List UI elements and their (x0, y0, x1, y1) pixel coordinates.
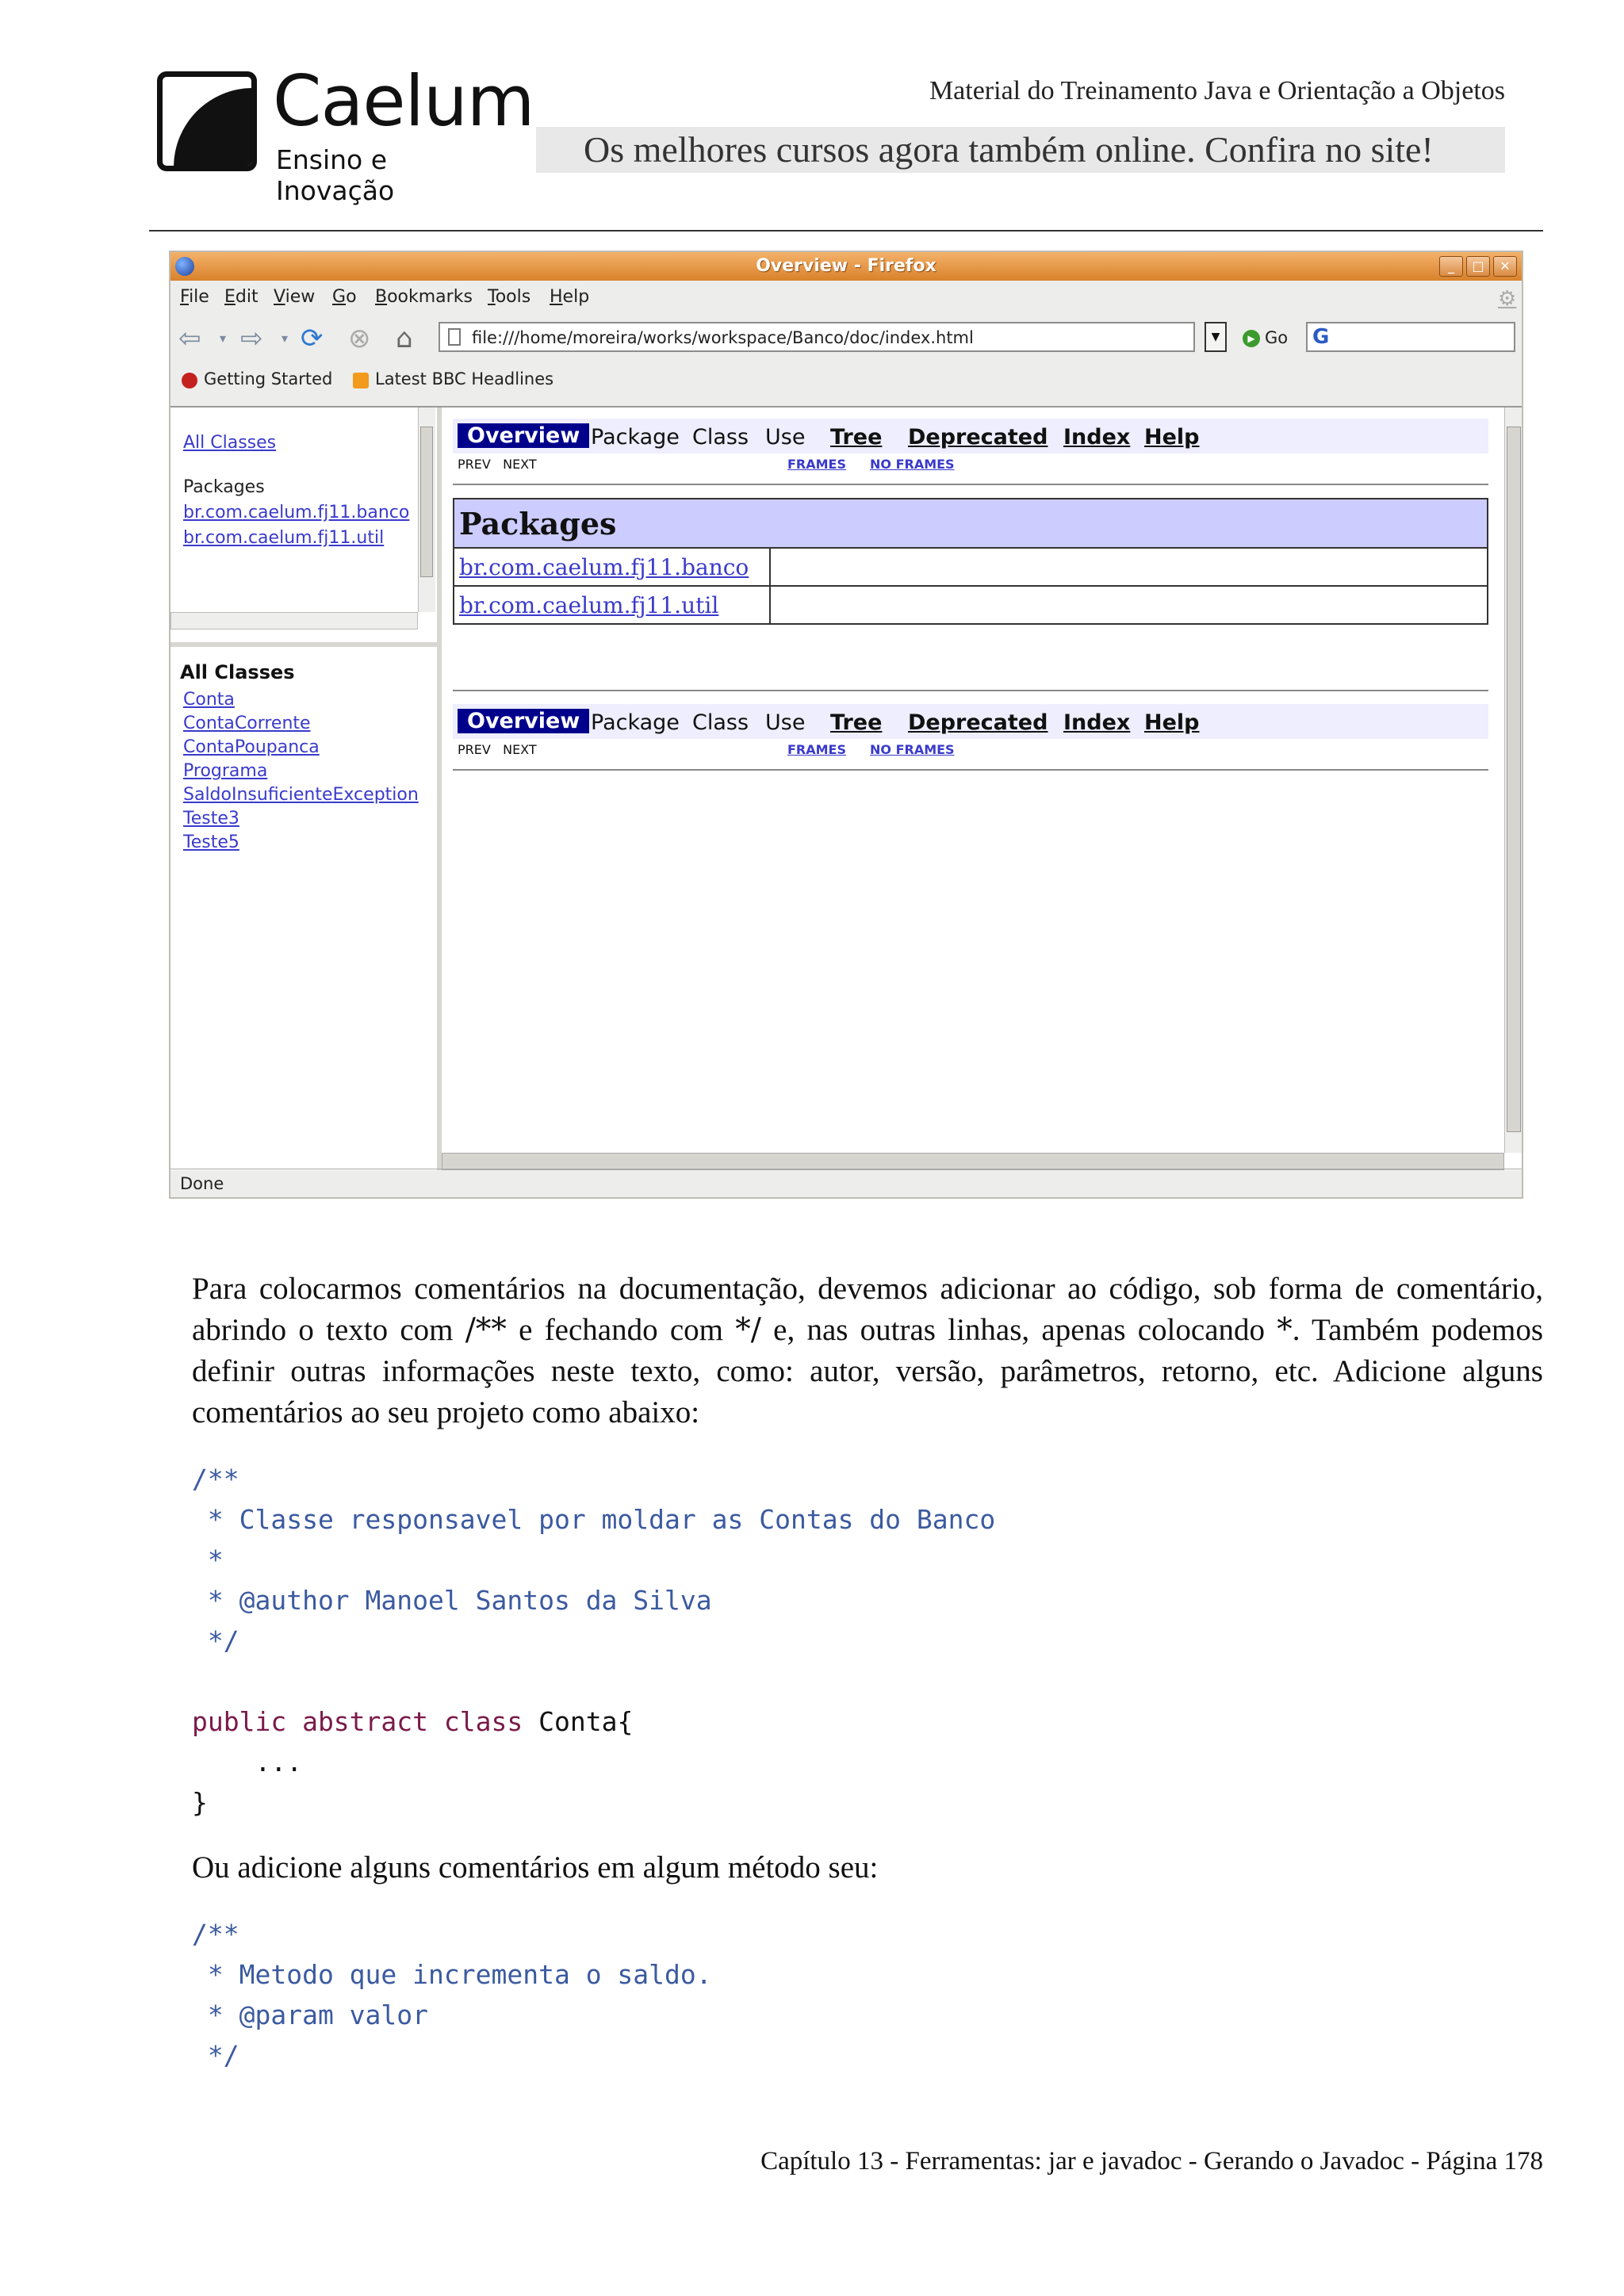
menu-tools[interactable]: Tools (488, 287, 531, 307)
stop-icon[interactable]: ⊗ (348, 323, 371, 354)
package-frame-hscrollbar[interactable] (170, 612, 418, 629)
throbber-icon: ⚙ (1498, 287, 1517, 311)
nav-package: Package (591, 425, 680, 450)
table-row (454, 548, 1488, 586)
frames-link[interactable]: FRAMES (787, 742, 847, 757)
package-link-util[interactable]: br.com.caelum.fj11.util (183, 528, 385, 548)
minimize-icon[interactable]: _ (1439, 256, 1463, 277)
package-list-frame (170, 408, 437, 642)
table-row (454, 586, 1488, 624)
paragraph-javadoc-intro: Para colocarmos comentários na documentação, devemos adicionar ao código, sob forma de comentário, abrindo o texto com /** e fechando com */ e, nas outras linhas, apenas colocando *. Também podemos definir outras informações neste texto, como: autor, versão, parâmetros, retorno, etc. Adicione alguns comentários ao seu projeto como abaixo: (192, 1272, 1543, 1429)
url-dropdown-icon[interactable]: ▼ (1205, 322, 1227, 352)
forward-dropdown-icon[interactable]: ▾ (282, 331, 289, 346)
nav-package: Package (591, 710, 680, 735)
nav-class: Class (692, 425, 749, 450)
packages-table (453, 498, 1488, 625)
logo-subtitle: Ensino e Inovação (276, 144, 395, 206)
header-divider (149, 230, 1543, 232)
rss-feed-icon (353, 373, 369, 388)
left-frame (170, 408, 442, 1170)
back-dropdown-icon[interactable]: ▾ (220, 331, 227, 346)
class-link-conta[interactable]: Conta (183, 690, 235, 710)
menu-bookmarks[interactable]: Bookmarks (375, 287, 473, 307)
top-divider (453, 484, 1488, 485)
logo-mark-icon: * (157, 71, 257, 171)
page-content-frames (170, 406, 1522, 1170)
google-search-icon: G (1312, 325, 1330, 349)
frames-link[interactable]: FRAMES (787, 457, 847, 472)
paragraph-method-comment: Ou adicione alguns comentários em algum método seu: (192, 1850, 879, 1885)
getting-started-icon (182, 373, 197, 388)
overview-frame (442, 408, 1504, 1153)
browser-screenshot (169, 251, 1523, 1199)
main-vertical-scrollbar[interactable] (1504, 408, 1523, 1153)
nav-index-link[interactable]: Index (1063, 710, 1131, 735)
maximize-icon[interactable]: □ (1466, 256, 1490, 277)
go-label: Go (1265, 328, 1289, 347)
menu-go[interactable]: Go (332, 287, 357, 307)
logo-name: Caelum (273, 60, 534, 142)
home-icon[interactable]: ⌂ (396, 323, 413, 354)
code-block-class-comment: /** * Classe responsavel por moldar as Contas do Banco * * @author Manoel Santos da Silva */ public abstract class Conta{ ... } (192, 1464, 996, 1818)
close-icon[interactable]: ✕ (1493, 256, 1517, 277)
nav-tree-link[interactable]: Tree (830, 710, 883, 735)
packages-table-heading: Packages (454, 499, 1488, 548)
nav-overview-selected: Overview (458, 423, 589, 448)
all-classes-link[interactable]: All Classes (183, 433, 277, 453)
caelum-logo (157, 60, 534, 206)
bottom-divider (453, 690, 1488, 691)
menu-view[interactable]: View (274, 287, 316, 307)
page-footer: Capítulo 13 - Ferramentas: jar e javadoc - Gerando o Javadoc - Página 178 (760, 2147, 1543, 2175)
nav-tree-link[interactable]: Tree (830, 425, 883, 450)
packages-label: Packages (183, 477, 265, 497)
nav-prev-next: PREV NEXT (458, 742, 537, 757)
nav-use: Use (765, 425, 806, 450)
nav-overview-selected: Overview (458, 709, 589, 733)
status-bar (170, 1169, 1522, 1199)
back-icon[interactable]: ⇦ (178, 323, 201, 354)
reload-icon[interactable]: ⟳ (301, 323, 324, 354)
no-frames-link[interactable]: NO FRAMES (870, 457, 955, 472)
nav-deprecated-link[interactable]: Deprecated (908, 425, 1048, 450)
menu-file[interactable]: File (180, 287, 209, 307)
code-block-method-comment: /** * Metodo que incrementa o saldo. * @param valor */ (192, 1919, 712, 2071)
menu-help[interactable]: Help (550, 287, 590, 307)
search-input[interactable] (1306, 322, 1515, 352)
go-button[interactable] (1243, 328, 1288, 347)
nav-prev-next: PREV NEXT (458, 457, 537, 472)
header-tagline-band (536, 127, 1505, 173)
class-link-programa[interactable]: Programa (183, 761, 268, 781)
url-text: file:///home/moreira/works/workspace/Banco/doc/index.html (472, 328, 974, 347)
bookmarks-toolbar (170, 363, 1522, 395)
no-frames-link[interactable]: NO FRAMES (870, 742, 955, 757)
javadoc-bottom-navbar (453, 704, 1488, 739)
header-title: Material do Treinamento Java e Orientação a Objetos (929, 76, 1505, 105)
window-titlebar (170, 252, 1522, 281)
all-classes-heading: All Classes (180, 661, 295, 683)
class-link-teste3[interactable]: Teste3 (183, 809, 239, 828)
status-text: Done (180, 1174, 224, 1193)
class-link-contapoupanca[interactable]: ContaPoupanca (183, 737, 320, 757)
class-link-saldoinsuficiente[interactable]: SaldoInsuficienteException (183, 785, 419, 805)
scroll-thumb[interactable] (1507, 427, 1521, 1132)
nav-deprecated-link[interactable]: Deprecated (908, 710, 1048, 735)
menu-bar (170, 281, 1522, 314)
go-arrow-icon: ▶ (1243, 330, 1260, 347)
package-link-banco[interactable]: br.com.caelum.fj11.banco (183, 503, 410, 522)
forward-icon[interactable]: ⇨ (240, 323, 263, 354)
main-horizontal-scrollbar[interactable] (442, 1153, 1504, 1170)
page-icon (448, 328, 461, 346)
menu-edit[interactable]: Edit (224, 287, 259, 307)
nav-class: Class (692, 710, 749, 735)
javadoc-top-navbar (453, 419, 1488, 453)
class-link-teste5[interactable]: Teste5 (183, 832, 239, 852)
package-row-link-banco[interactable]: br.com.caelum.fj11.banco (459, 553, 749, 580)
url-bar[interactable] (439, 322, 1195, 352)
nav-help-link[interactable]: Help (1144, 425, 1200, 450)
bookmark-getting-started[interactable]: Getting Started (204, 369, 333, 388)
package-frame-scrollbar[interactable] (418, 408, 435, 612)
frame-splitter[interactable] (170, 642, 437, 647)
bookmark-bbc-headlines[interactable]: Latest BBC Headlines (375, 369, 554, 388)
scroll-thumb[interactable] (420, 427, 433, 577)
nav-help-link[interactable]: Help (1144, 710, 1200, 735)
nav-index-link[interactable]: Index (1063, 425, 1131, 450)
window-title: Overview - Firefox (756, 256, 936, 276)
class-link-contacorrente[interactable]: ContaCorrente (183, 714, 311, 733)
nav-use: Use (765, 710, 806, 735)
package-row-link-util[interactable]: br.com.caelum.fj11.util (459, 591, 719, 618)
header-tagline: Os melhores cursos agora também online. Confira no site! (584, 129, 1434, 170)
footer-divider (453, 769, 1488, 771)
